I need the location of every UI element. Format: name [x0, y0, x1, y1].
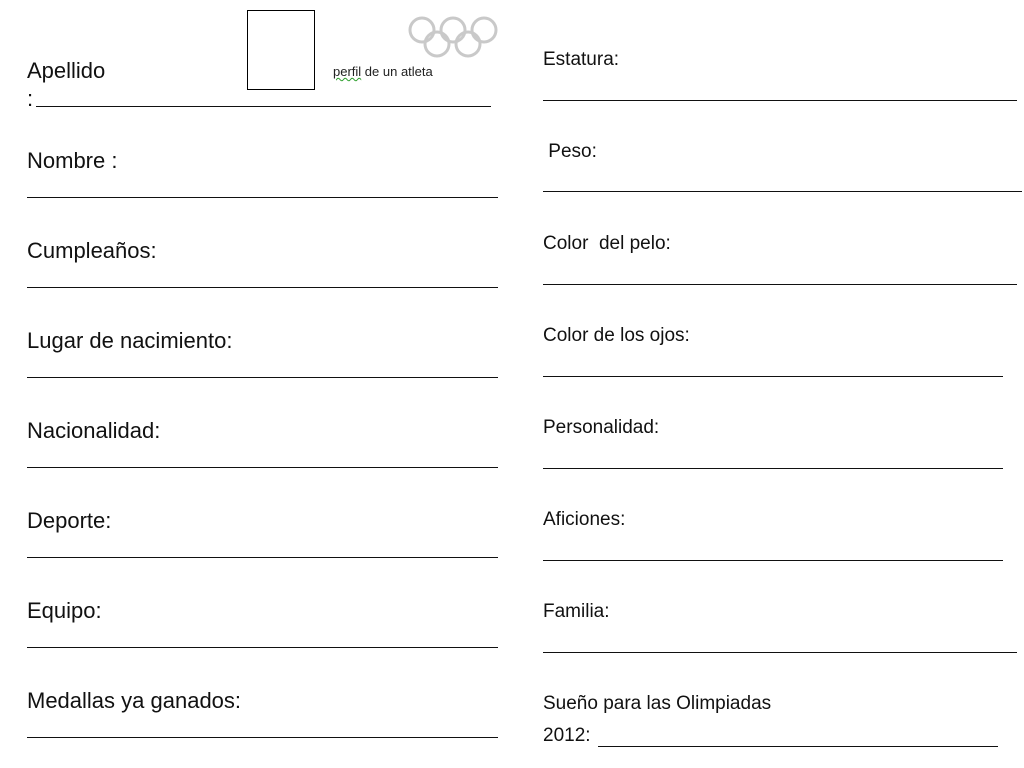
field-label: Medallas ya ganados:: [27, 688, 242, 713]
field-label: Cumpleaños:: [27, 238, 157, 263]
familia-answer-line[interactable]: [543, 652, 1017, 653]
field-label: Peso:: [543, 141, 597, 162]
medallas-answer-line[interactable]: [27, 737, 498, 738]
personalidad-answer-line[interactable]: [543, 468, 1003, 469]
field-peso: [543, 141, 597, 163]
field-label: Estatura:: [543, 49, 620, 70]
caption-rest: de un atleta: [361, 64, 433, 79]
field-label: Aficiones:: [543, 509, 626, 530]
field-label: Sueño para las Olimpiadas: [543, 693, 772, 714]
field-nacionalidad: [27, 418, 160, 443]
field-cumpleanos: [27, 238, 157, 263]
lugar-answer-line[interactable]: [27, 377, 498, 378]
field-equipo: [27, 598, 102, 623]
field-label: Color de los ojos:: [543, 325, 690, 346]
apellido-colon: :: [27, 86, 34, 111]
field-label: Lugar de nacimiento:: [27, 328, 233, 353]
ring-2: [441, 18, 465, 42]
ring-1: [410, 18, 434, 42]
field-apellido: [27, 58, 105, 83]
caption-word-perfil: perfil: [333, 64, 362, 79]
field-label: Nombre :: [27, 148, 118, 173]
field-label: Nacionalidad:: [27, 418, 161, 443]
field-label: Equipo:: [27, 598, 102, 623]
nacionalidad-answer-line[interactable]: [27, 467, 498, 468]
field-label: Color del pelo:: [543, 233, 671, 254]
field-estatura: [543, 49, 619, 71]
ring-3: [472, 18, 496, 42]
field-lugar-nacimiento: [27, 328, 232, 353]
sueno-answer-line[interactable]: [598, 746, 998, 747]
field-familia: [543, 601, 610, 623]
field-label: Apellido: [27, 58, 106, 83]
photo-placeholder-box: [247, 10, 315, 90]
field-label: Deporte:: [27, 508, 112, 533]
field-label: Personalidad:: [543, 417, 660, 438]
field-sueno-olimpiadas: [543, 693, 771, 715]
field-deporte: [27, 508, 111, 533]
color-ojos-answer-line[interactable]: [543, 376, 1003, 377]
nombre-answer-line[interactable]: [27, 197, 498, 198]
field-aficiones: [543, 509, 625, 531]
field-nombre: [27, 148, 117, 173]
profile-caption: [333, 64, 433, 79]
ring-5: [456, 32, 480, 56]
olympic-rings-icon: [406, 13, 500, 61]
equipo-answer-line[interactable]: [27, 647, 498, 648]
field-color-pelo: [543, 233, 671, 255]
field-personalidad: [543, 417, 659, 439]
deporte-answer-line[interactable]: [27, 557, 498, 558]
peso-answer-line[interactable]: [543, 191, 1022, 192]
field-medallas: [27, 688, 241, 713]
estatura-answer-line[interactable]: [543, 100, 1017, 101]
field-label: Familia:: [543, 601, 610, 622]
apellido-answer-line[interactable]: [36, 106, 491, 107]
ring-4: [425, 32, 449, 56]
color-pelo-answer-line[interactable]: [543, 284, 1017, 285]
aficiones-answer-line[interactable]: [543, 560, 1003, 561]
sueno-year: 2012:: [543, 725, 591, 746]
field-color-ojos: [543, 325, 690, 347]
cumpleanos-answer-line[interactable]: [27, 287, 498, 288]
